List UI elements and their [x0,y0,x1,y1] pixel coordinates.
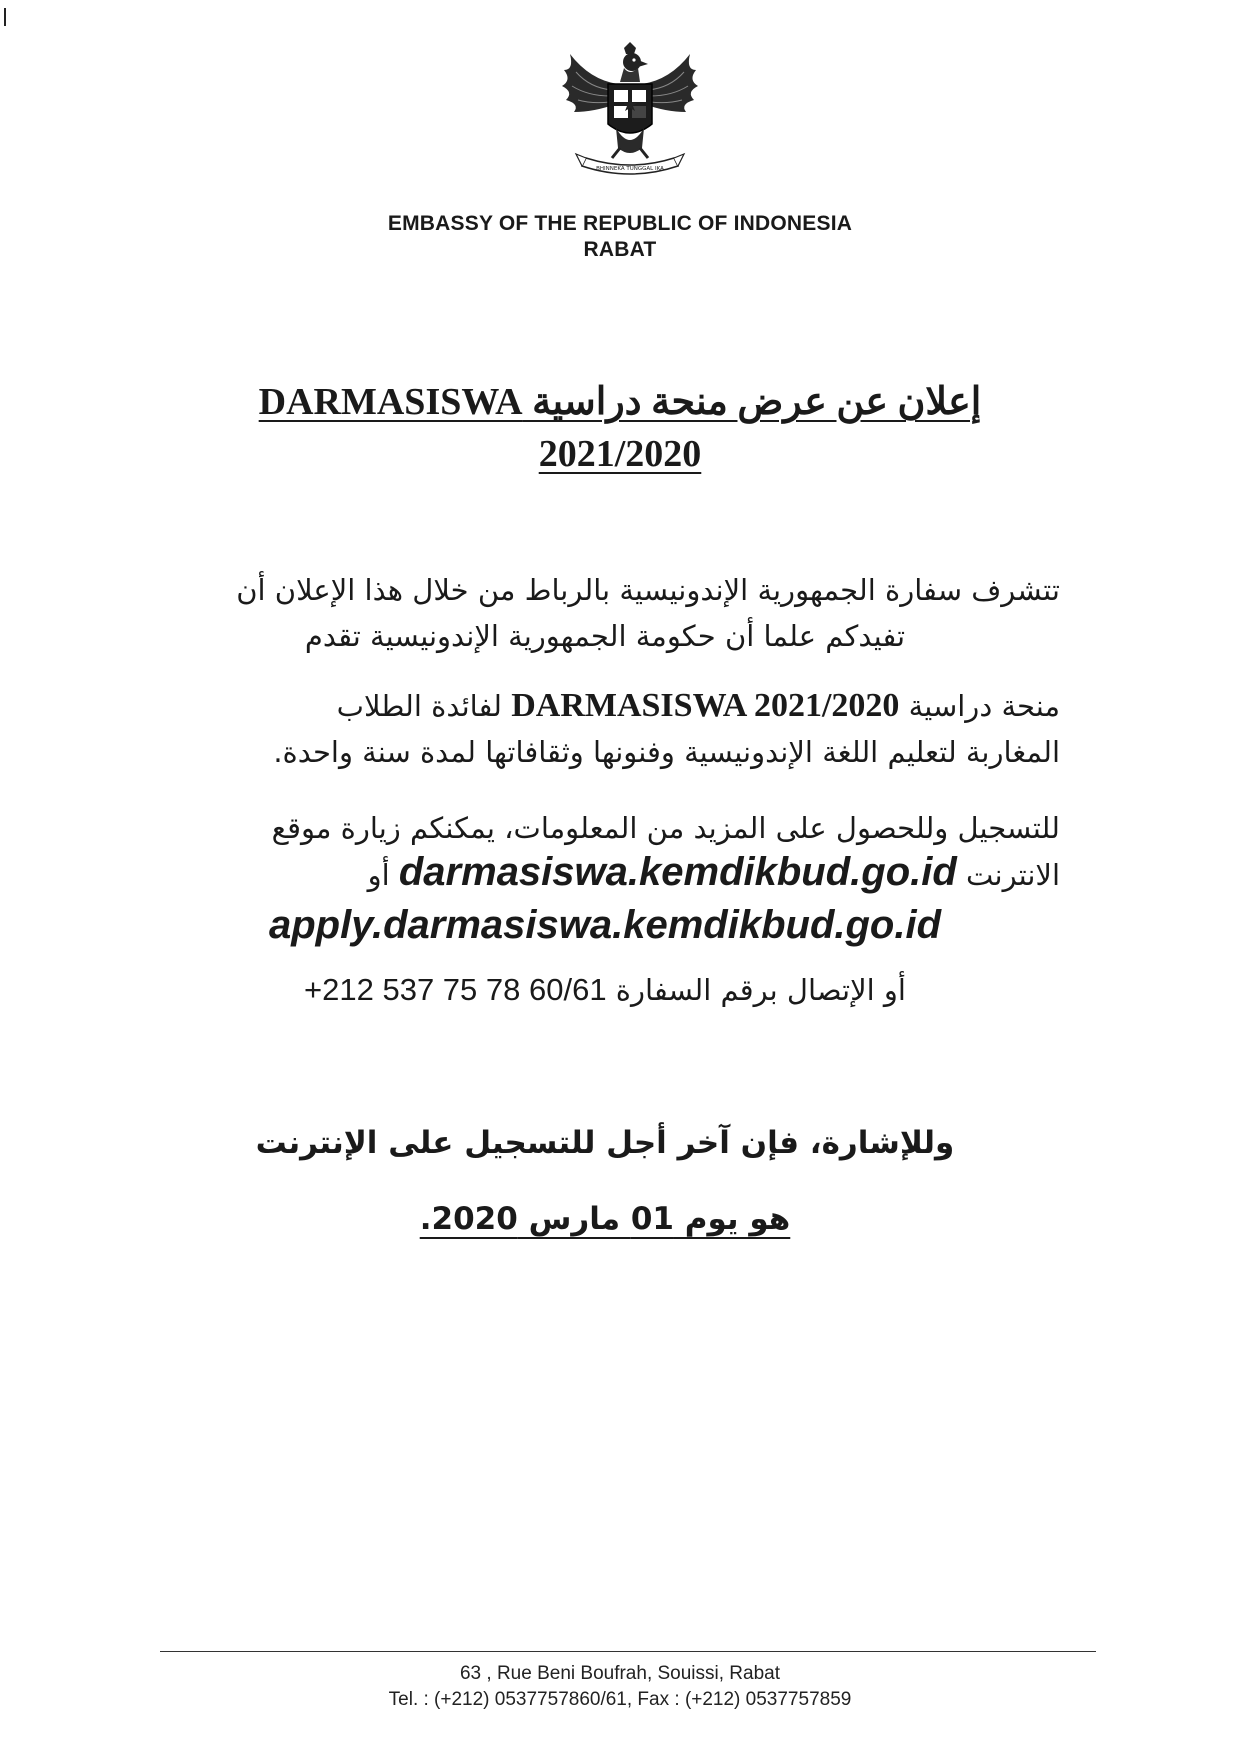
deadline-notice: وللإشارة، فإن آخر أجل للتسجيل على الإنترنت [255,1125,955,1161]
embassy-name: EMBASSY OF THE REPUBLIC OF INDONESIA [387,212,853,235]
footer-contact: Tel. : (+212) 0537757860/61, Fax : (+212) 0537757859 [388,1689,852,1710]
darmasiswa-link[interactable]: darmasiswa.kemdikbud.go.id [398,850,957,894]
internet-label: الانترنت [966,858,1060,892]
scholarship-suffix: لفائدة الطلاب [336,689,502,723]
paragraph-1-line-1: تتشرف سفارة الجمهورية الإندونيسية بالرباط من خلال هذا الإعلان أن [236,573,1060,607]
announcement-title-text: إعلان عن عرض منحة دراسية DARMASISWA [258,381,982,423]
footer-divider [160,1651,1096,1652]
announcement-year [0,430,1240,478]
scholarship-name: DARMASISWA 2021/2020 [511,687,900,724]
contact-label: أو الإتصال برقم السفارة [615,973,906,1007]
footer-address: 63 , Rue Beni Boufrah, Souissi, Rabat [459,1663,781,1684]
paragraph-2-line-1 [150,684,1060,728]
scholarship-prefix: منحة دراسية [908,689,1060,723]
emblem-motto: BHINNEKA TUNGGAL IKA [596,166,664,172]
garuda-emblem-icon [550,40,710,190]
paragraph-2-line-2: المغاربة لتعليم اللغة الإندونيسية وفنونها وثقافاتها لمدة سنة واحدة. [273,735,1060,769]
or-label: أو [367,858,390,892]
paragraph-3-line-2 [150,850,1060,897]
apply-darmasiswa-link[interactable]: apply.darmasiswa.kemdikbud.go.id [268,903,942,947]
announcement-title [0,378,1240,426]
paragraph-1-line-2: تفيدكم علما أن حكومة الجمهورية الإندونيسية تقدم [304,619,906,653]
embassy-phone: +212 537 75 78 60/61 [304,972,607,1007]
embassy-city: RABAT [583,238,657,261]
paragraph-4 [150,968,1060,1012]
deadline-date-text: هو يوم 01 مارس 2020. [419,1201,791,1237]
announcement-year-text: 2021/2020 [538,433,702,475]
paragraph-3-line-1: للتسجيل وللحصول على المزيد من المعلومات، يمكنكم زيارة موقع [271,811,1060,845]
scan-edge-mark [4,8,6,26]
deadline-date [150,1196,1060,1242]
